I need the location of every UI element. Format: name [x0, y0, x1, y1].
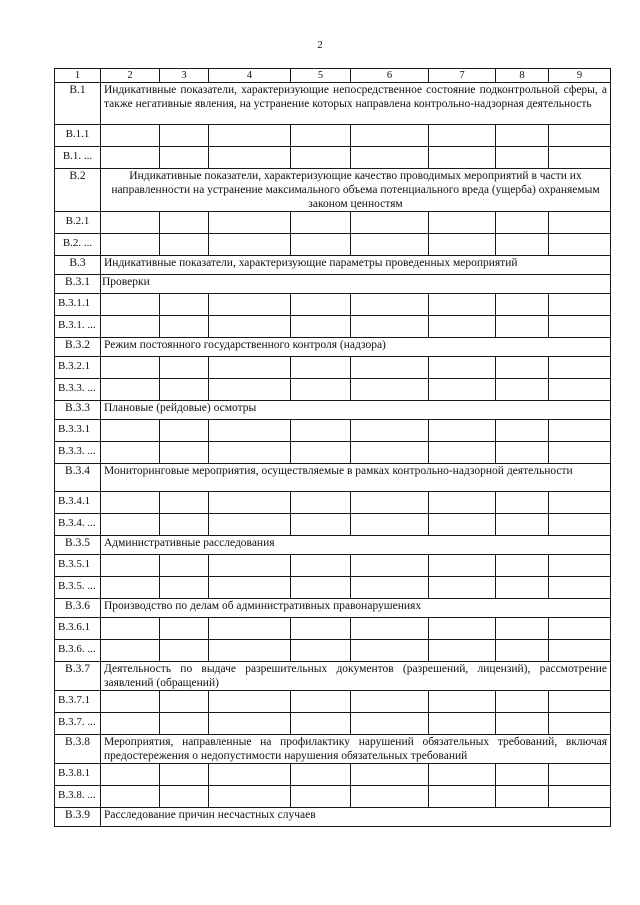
table-row	[55, 125, 611, 147]
empty-cell	[209, 357, 291, 379]
empty-cell	[496, 379, 549, 401]
section-row	[55, 256, 611, 275]
subsection-row	[55, 464, 611, 492]
row-code: В.3.6.1	[55, 618, 101, 640]
table-row	[55, 234, 611, 256]
empty-cell	[160, 786, 209, 808]
section-description: Индикативные показатели, характеризующие непосредственное состояние подконтрольной сферы, а также негативные явления, на устранение которых направлена контрольно-надзорная деятельность	[101, 83, 611, 125]
subsection-description: Административные расследования	[101, 536, 611, 555]
empty-cell	[549, 555, 611, 577]
subsection-description: Проверки	[101, 275, 611, 294]
row-code: В.3	[55, 256, 101, 275]
empty-cell	[549, 357, 611, 379]
empty-cell	[160, 294, 209, 316]
empty-cell	[351, 379, 429, 401]
page-number: 2	[317, 39, 323, 51]
empty-cell	[209, 640, 291, 662]
empty-cell	[291, 555, 351, 577]
empty-cell	[101, 294, 160, 316]
empty-cell	[160, 577, 209, 599]
empty-cell	[351, 147, 429, 169]
empty-cell	[101, 492, 160, 514]
empty-cell	[291, 764, 351, 786]
row-code: В.3.4	[55, 464, 101, 492]
empty-cell	[549, 316, 611, 338]
empty-cell	[351, 786, 429, 808]
column-header: 6	[351, 69, 429, 83]
empty-cell	[291, 212, 351, 234]
empty-cell	[549, 514, 611, 536]
empty-cell	[429, 514, 496, 536]
empty-cell	[101, 577, 160, 599]
empty-cell	[549, 577, 611, 599]
section-row	[55, 83, 611, 125]
row-code: В.3.1. ...	[55, 316, 101, 338]
empty-cell	[429, 713, 496, 735]
empty-cell	[429, 316, 496, 338]
empty-cell	[549, 713, 611, 735]
column-header: 5	[291, 69, 351, 83]
row-code: В.1	[55, 83, 101, 125]
empty-cell	[160, 420, 209, 442]
row-code: В.3.6. ...	[55, 640, 101, 662]
empty-cell	[160, 379, 209, 401]
empty-cell	[209, 691, 291, 713]
empty-cell	[160, 514, 209, 536]
empty-cell	[496, 577, 549, 599]
row-code: В.1. ...	[55, 147, 101, 169]
empty-cell	[496, 357, 549, 379]
section-description: Индикативные показатели, характеризующие параметры проведенных мероприятий	[101, 256, 611, 275]
row-code: В.3.1.1	[55, 294, 101, 316]
subsection-row	[55, 338, 611, 357]
empty-cell	[291, 379, 351, 401]
empty-cell	[209, 764, 291, 786]
row-code: В.3.7.1	[55, 691, 101, 713]
empty-cell	[496, 691, 549, 713]
row-code: В.3.1	[55, 275, 101, 294]
empty-cell	[160, 212, 209, 234]
row-code: В.3.9	[55, 808, 101, 827]
empty-cell	[549, 147, 611, 169]
empty-cell	[351, 442, 429, 464]
subsection-row	[55, 536, 611, 555]
empty-cell	[429, 691, 496, 713]
indicators-table	[54, 68, 611, 827]
empty-cell	[160, 713, 209, 735]
empty-cell	[291, 234, 351, 256]
table-row	[55, 357, 611, 379]
table-row	[55, 316, 611, 338]
empty-cell	[291, 357, 351, 379]
empty-cell	[101, 514, 160, 536]
subsection-row	[55, 599, 611, 618]
table-row	[55, 713, 611, 735]
empty-cell	[160, 234, 209, 256]
empty-cell	[351, 691, 429, 713]
row-code: В.3.5	[55, 536, 101, 555]
empty-cell	[496, 316, 549, 338]
empty-cell	[101, 786, 160, 808]
empty-cell	[101, 234, 160, 256]
empty-cell	[351, 294, 429, 316]
table-row	[55, 147, 611, 169]
empty-cell	[429, 640, 496, 662]
column-header: 7	[429, 69, 496, 83]
empty-cell	[101, 640, 160, 662]
empty-cell	[351, 357, 429, 379]
empty-cell	[429, 442, 496, 464]
table-row	[55, 764, 611, 786]
empty-cell	[429, 147, 496, 169]
empty-cell	[209, 294, 291, 316]
column-header: 9	[549, 69, 611, 83]
empty-cell	[429, 786, 496, 808]
row-code: В.3.5. ...	[55, 577, 101, 599]
empty-cell	[209, 514, 291, 536]
header-row	[55, 69, 611, 83]
empty-cell	[351, 555, 429, 577]
empty-cell	[351, 492, 429, 514]
empty-cell	[549, 125, 611, 147]
empty-cell	[429, 357, 496, 379]
table-row	[55, 420, 611, 442]
empty-cell	[549, 379, 611, 401]
empty-cell	[291, 618, 351, 640]
empty-cell	[209, 713, 291, 735]
row-code: В.3.7	[55, 662, 101, 691]
row-code: В.1.1	[55, 125, 101, 147]
section-row	[55, 169, 611, 212]
empty-cell	[101, 555, 160, 577]
empty-cell	[496, 234, 549, 256]
empty-cell	[160, 492, 209, 514]
empty-cell	[101, 420, 160, 442]
empty-cell	[101, 442, 160, 464]
empty-cell	[351, 212, 429, 234]
empty-cell	[496, 492, 549, 514]
empty-cell	[101, 357, 160, 379]
empty-cell	[351, 234, 429, 256]
empty-cell	[160, 316, 209, 338]
empty-cell	[429, 125, 496, 147]
row-code: В.3.3	[55, 401, 101, 420]
empty-cell	[291, 492, 351, 514]
empty-cell	[351, 764, 429, 786]
table-row	[55, 492, 611, 514]
empty-cell	[549, 691, 611, 713]
row-code: В.3.7. ...	[55, 713, 101, 735]
column-header: 4	[209, 69, 291, 83]
empty-cell	[209, 577, 291, 599]
empty-cell	[351, 640, 429, 662]
empty-cell	[351, 316, 429, 338]
subsection-description: Мероприятия, направленные на профилактику нарушений обязательных требований, включая предостережения о недопустимости нарушения обязательных требований	[101, 735, 611, 764]
column-header: 3	[160, 69, 209, 83]
empty-cell	[291, 786, 351, 808]
empty-cell	[351, 420, 429, 442]
empty-cell	[429, 618, 496, 640]
empty-cell	[496, 640, 549, 662]
empty-cell	[429, 420, 496, 442]
table-row	[55, 618, 611, 640]
section-description: Индикативные показатели, характеризующие качество проводимых мероприятий в части их направленности на устранение максимального объема потенциального вреда (ущерба) охраняемым законом ценностям	[101, 169, 611, 212]
empty-cell	[291, 577, 351, 599]
empty-cell	[429, 492, 496, 514]
empty-cell	[549, 786, 611, 808]
empty-cell	[160, 147, 209, 169]
row-code: В.2. ...	[55, 234, 101, 256]
empty-cell	[209, 492, 291, 514]
empty-cell	[496, 786, 549, 808]
subsection-row	[55, 401, 611, 420]
empty-cell	[101, 147, 160, 169]
row-code: В.3.8. ...	[55, 786, 101, 808]
empty-cell	[496, 294, 549, 316]
empty-cell	[209, 379, 291, 401]
subsection-description: Мониторинговые мероприятия, осуществляемые в рамках контрольно-надзорной деятельности	[101, 464, 611, 492]
empty-cell	[549, 294, 611, 316]
empty-cell	[549, 764, 611, 786]
empty-cell	[209, 555, 291, 577]
empty-cell	[101, 316, 160, 338]
empty-cell	[209, 147, 291, 169]
empty-cell	[101, 713, 160, 735]
empty-cell	[291, 514, 351, 536]
empty-cell	[496, 764, 549, 786]
empty-cell	[496, 555, 549, 577]
empty-cell	[496, 212, 549, 234]
empty-cell	[496, 147, 549, 169]
subsection-row	[55, 808, 611, 827]
row-code: В.3.2.1	[55, 357, 101, 379]
empty-cell	[549, 442, 611, 464]
empty-cell	[429, 212, 496, 234]
row-code: В.3.3. ...	[55, 379, 101, 401]
empty-cell	[160, 125, 209, 147]
empty-cell	[101, 379, 160, 401]
empty-cell	[101, 212, 160, 234]
table-row	[55, 379, 611, 401]
subsection-description: Плановые (рейдовые) осмотры	[101, 401, 611, 420]
empty-cell	[549, 640, 611, 662]
empty-cell	[496, 420, 549, 442]
table-row	[55, 294, 611, 316]
row-code: В.3.6	[55, 599, 101, 618]
row-code: В.3.8	[55, 735, 101, 764]
row-code: В.3.2	[55, 338, 101, 357]
empty-cell	[101, 125, 160, 147]
column-header: 8	[496, 69, 549, 83]
table-row	[55, 640, 611, 662]
empty-cell	[351, 577, 429, 599]
table-row	[55, 442, 611, 464]
table-row	[55, 514, 611, 536]
column-header: 1	[55, 69, 101, 83]
empty-cell	[351, 618, 429, 640]
empty-cell	[160, 618, 209, 640]
empty-cell	[351, 514, 429, 536]
table-row	[55, 577, 611, 599]
empty-cell	[549, 618, 611, 640]
empty-cell	[291, 442, 351, 464]
empty-cell	[429, 294, 496, 316]
subsection-description: Расследование причин несчастных случаев	[101, 808, 611, 827]
empty-cell	[209, 234, 291, 256]
empty-cell	[160, 442, 209, 464]
empty-cell	[429, 577, 496, 599]
empty-cell	[496, 618, 549, 640]
empty-cell	[160, 640, 209, 662]
empty-cell	[101, 764, 160, 786]
row-code: В.3.5.1	[55, 555, 101, 577]
row-code: В.3.4. ...	[55, 514, 101, 536]
empty-cell	[209, 420, 291, 442]
empty-cell	[209, 618, 291, 640]
empty-cell	[160, 357, 209, 379]
empty-cell	[496, 125, 549, 147]
empty-cell	[291, 640, 351, 662]
subsection-description: Режим постоянного государственного контроля (надзора)	[101, 338, 611, 357]
empty-cell	[351, 125, 429, 147]
empty-cell	[429, 379, 496, 401]
empty-cell	[429, 555, 496, 577]
row-code: В.3.8.1	[55, 764, 101, 786]
empty-cell	[429, 764, 496, 786]
empty-cell	[291, 713, 351, 735]
empty-cell	[351, 713, 429, 735]
empty-cell	[291, 294, 351, 316]
row-code: В.3.3.1	[55, 420, 101, 442]
row-code: В.2.1	[55, 212, 101, 234]
subsection-row	[55, 735, 611, 764]
column-header: 2	[101, 69, 160, 83]
empty-cell	[160, 764, 209, 786]
table-row	[55, 786, 611, 808]
subsection-description: Производство по делам об административных правонарушениях	[101, 599, 611, 618]
row-code: В.2	[55, 169, 101, 212]
subsection-row	[55, 275, 611, 294]
empty-cell	[209, 786, 291, 808]
empty-cell	[429, 234, 496, 256]
table-row	[55, 555, 611, 577]
empty-cell	[291, 316, 351, 338]
empty-cell	[291, 420, 351, 442]
row-code: В.3.3. ...	[55, 442, 101, 464]
empty-cell	[209, 442, 291, 464]
empty-cell	[496, 514, 549, 536]
subsection-row	[55, 662, 611, 691]
row-code: В.3.4.1	[55, 492, 101, 514]
empty-cell	[101, 691, 160, 713]
table-row	[55, 691, 611, 713]
empty-cell	[160, 691, 209, 713]
empty-cell	[496, 442, 549, 464]
empty-cell	[209, 125, 291, 147]
empty-cell	[291, 691, 351, 713]
empty-cell	[209, 316, 291, 338]
subsection-description: Деятельность по выдаче разрешительных документов (разрешений, лицензий), рассмотрение заявлений (обращений)	[101, 662, 611, 691]
empty-cell	[549, 212, 611, 234]
empty-cell	[291, 147, 351, 169]
empty-cell	[496, 713, 549, 735]
empty-cell	[160, 555, 209, 577]
empty-cell	[209, 212, 291, 234]
empty-cell	[549, 234, 611, 256]
table-row	[55, 212, 611, 234]
empty-cell	[101, 618, 160, 640]
empty-cell	[549, 420, 611, 442]
empty-cell	[549, 492, 611, 514]
empty-cell	[291, 125, 351, 147]
